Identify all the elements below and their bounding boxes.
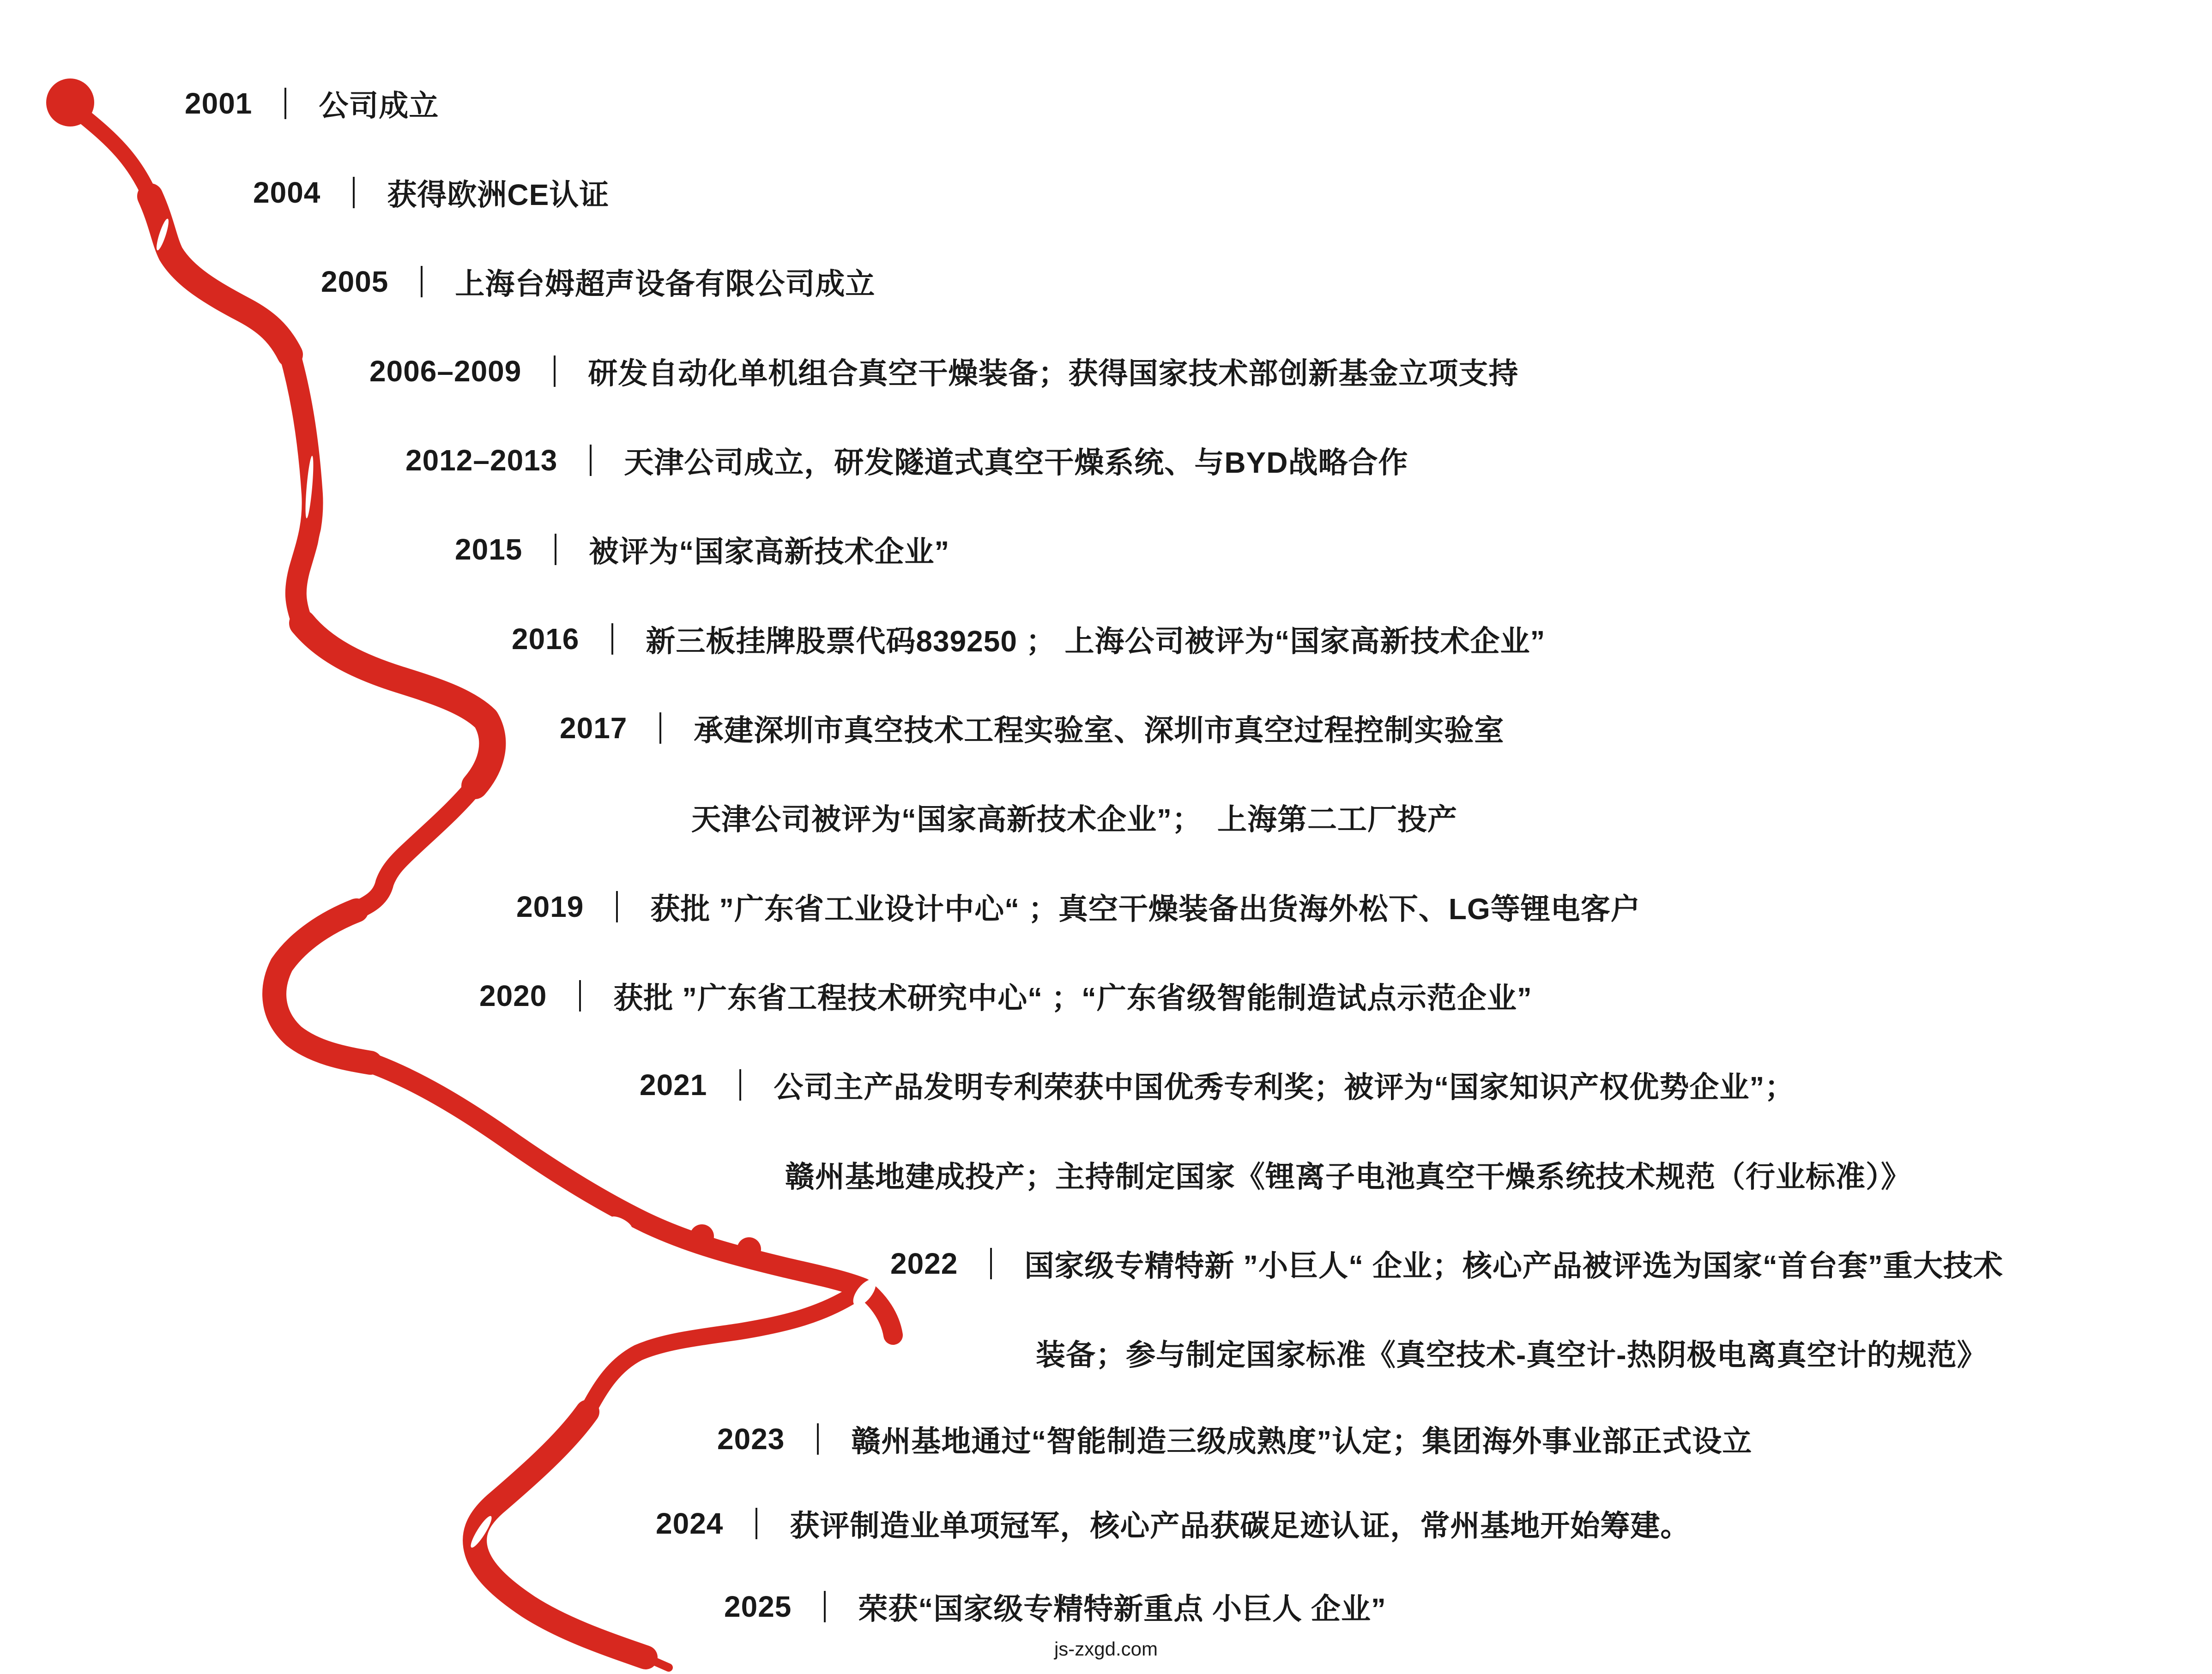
separator-line — [659, 712, 661, 744]
separator-line — [616, 891, 618, 922]
timeline-row — [479, 976, 1532, 1015]
timeline-row — [455, 530, 949, 569]
milestone-text: 承建深圳市真空技术工程实验室、深圳市真空过程控制实验室 — [694, 714, 1505, 747]
year-label: 2006–2009 — [369, 355, 522, 388]
milestone-text: 装备；参与制定国家标准《真空技术-真空计-热阴极电离真空计的规范》 — [1036, 1338, 1987, 1372]
year-label: 2015 — [455, 533, 523, 566]
year-label: 2004 — [253, 176, 321, 209]
milestone-text: 赣州基地通过“智能制造三级成熟度”认定；集团海外事业部正式设立 — [851, 1425, 1753, 1458]
timeline-row — [640, 1066, 1795, 1104]
year-label: 2016 — [512, 622, 580, 656]
timeline-row-continuation — [785, 1155, 1911, 1194]
website-footer: js-zxgd.com — [1054, 1638, 1158, 1660]
milestone-text: 赣州基地建成投产；主持制定国家《锂离子电池真空干燥系统技术规范（行业标准）》 — [785, 1160, 1911, 1193]
timeline-row — [369, 352, 1518, 391]
year-label: 2012–2013 — [405, 444, 558, 477]
separator-line — [739, 1069, 741, 1101]
year-label: 2005 — [321, 265, 389, 298]
timeline-row-continuation — [1036, 1333, 1987, 1372]
year-label: 2019 — [516, 890, 584, 923]
separator-line — [421, 266, 423, 297]
year-label: 2017 — [560, 711, 628, 745]
timeline-row — [724, 1587, 1386, 1626]
separator-line — [353, 177, 355, 208]
year-label: 2020 — [479, 979, 547, 1012]
milestone-text: 天津公司被评为“国家高新技术企业”； 上海第二工厂投产 — [691, 803, 1457, 836]
separator-line — [990, 1248, 992, 1279]
year-label: 2023 — [717, 1422, 785, 1456]
year-label: 2024 — [656, 1507, 724, 1540]
timeline-row — [321, 262, 875, 301]
timeline-row — [560, 709, 1504, 747]
milestone-text: 公司成立 — [319, 89, 439, 122]
separator-line — [824, 1591, 826, 1622]
timeline-row — [405, 441, 1408, 480]
timeline-row-continuation — [691, 798, 1457, 837]
year-label: 2001 — [185, 87, 253, 120]
separator-line — [554, 355, 556, 387]
separator-line — [590, 445, 592, 476]
separator-line — [611, 623, 613, 655]
timeline-row — [512, 620, 1546, 658]
timeline-row — [253, 173, 609, 212]
milestone-text: 上海台姆超声设备有限公司成立 — [455, 267, 876, 301]
milestone-text: 天津公司成立，研发隧道式真空干燥系统、与BYD战略合作 — [624, 446, 1408, 479]
milestone-text: 获得欧洲CE认证 — [387, 178, 610, 211]
milestone-text: 研发自动化单机组合真空干燥装备；获得国家技术部创新基金立项支持 — [588, 357, 1519, 390]
separator-line — [284, 88, 286, 119]
timeline-row — [717, 1420, 1752, 1458]
separator-line — [555, 534, 556, 565]
milestone-text: 公司主产品发明专利荣获中国优秀专利奖；被评为“国家知识产权优势企业”； — [774, 1071, 1795, 1104]
milestone-text: 新三板挂牌股票代码839250 ； 上海公司被评为“国家高新技术企业” — [646, 625, 1546, 658]
milestone-text: 获批 ”广东省工业设计中心“ ；真空干燥装备出货海外松下、LG等锂电客户 — [650, 892, 1641, 926]
year-label: 2021 — [640, 1068, 707, 1102]
separator-line — [817, 1423, 819, 1455]
milestone-text: 获批 ”广东省工程技术研究中心“ ；“广东省级智能制造试点示范企业” — [613, 982, 1532, 1015]
separator-line — [579, 980, 581, 1012]
timeline-row — [656, 1504, 1690, 1543]
year-label: 2022 — [890, 1247, 958, 1280]
milestone-text: 获评制造业单项冠军，核心产品获碳足迹认证，常州基地开始筹建。 — [790, 1509, 1691, 1542]
milestone-text: 荣获“国家级专精特新重点 小巨人 企业” — [858, 1592, 1386, 1626]
milestone-text: 被评为“国家高新技术企业” — [589, 535, 950, 568]
timeline-row — [890, 1244, 2003, 1283]
milestone-text: 国家级专精特新 ”小巨人“ 企业；核心产品被评选为国家“首台套”重大技术 — [1024, 1249, 2003, 1283]
brush-highlight-slivers — [154, 218, 880, 1550]
timeline-row — [185, 84, 439, 123]
separator-line — [755, 1508, 757, 1539]
timeline-row — [516, 887, 1641, 926]
year-label: 2025 — [724, 1590, 792, 1623]
